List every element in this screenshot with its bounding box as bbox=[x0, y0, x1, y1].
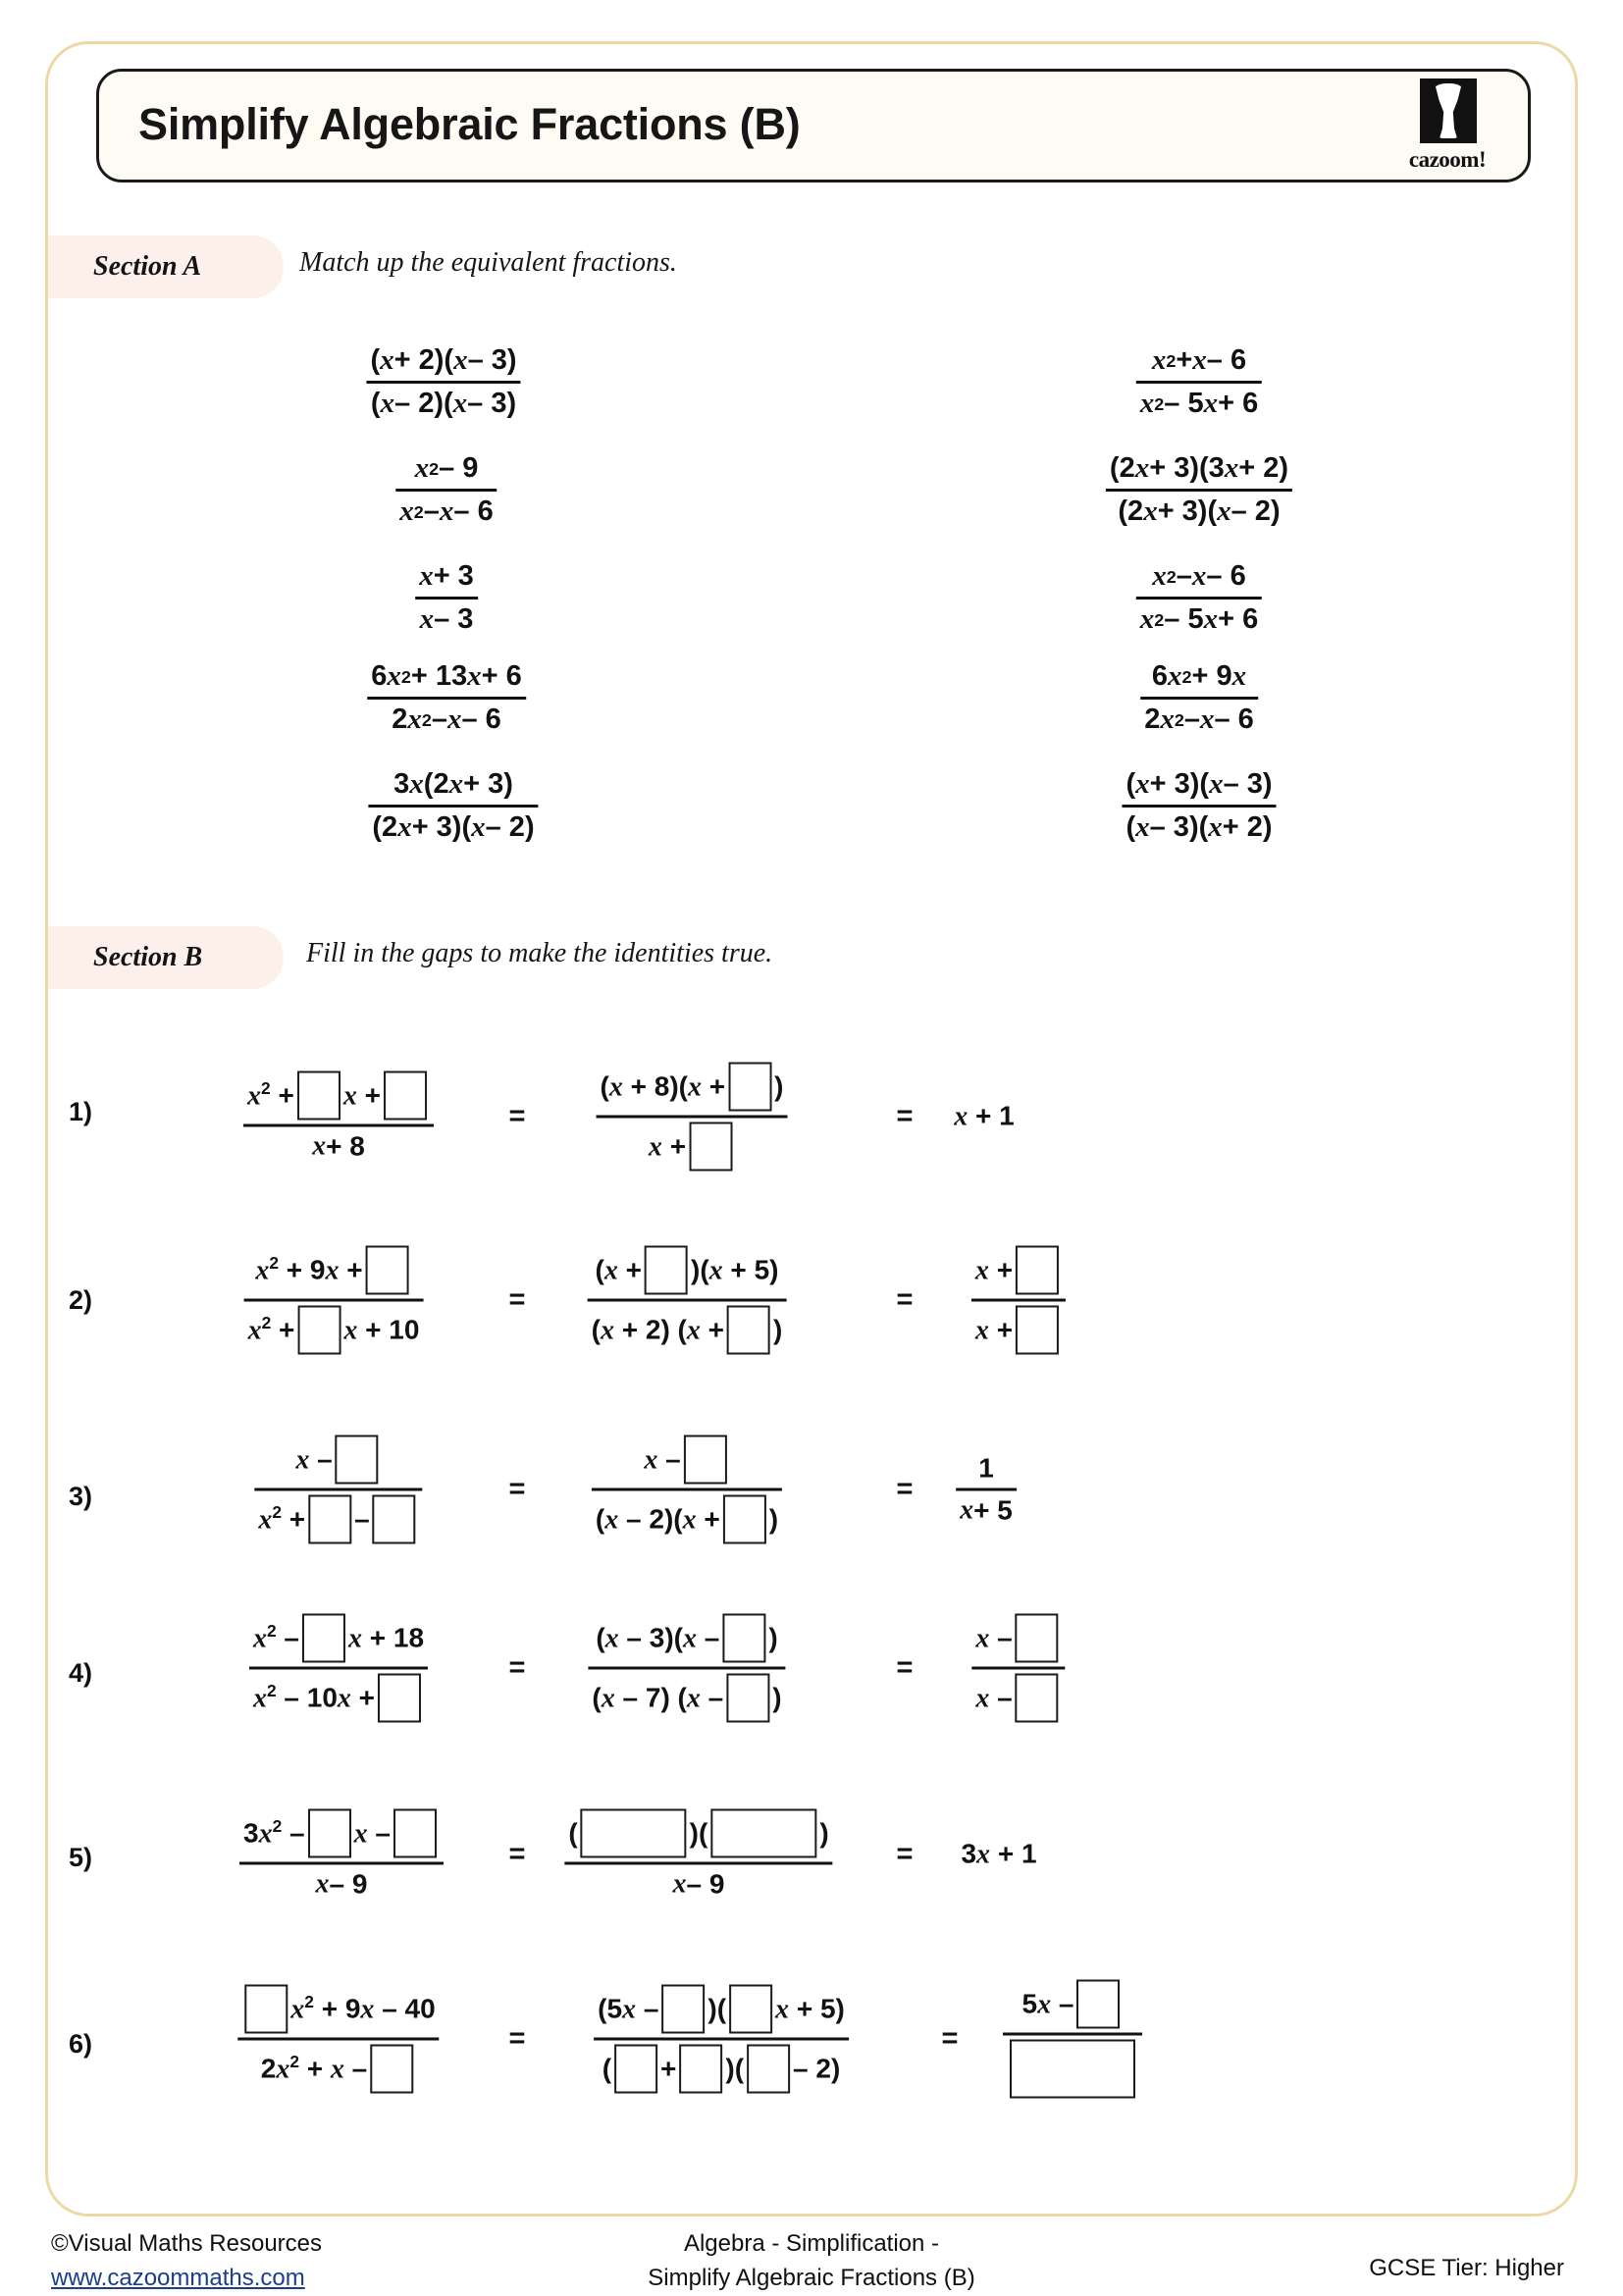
answer-box-q2-c[interactable] bbox=[645, 1246, 688, 1295]
q3-part2-numerator bbox=[640, 1435, 733, 1486]
q3-part2 bbox=[592, 1435, 782, 1545]
footer-copyright: ©Visual Maths Resources bbox=[51, 2230, 323, 2257]
q6-num-suffix: $x^2 + 9x - 40$ bbox=[290, 1991, 436, 2024]
answer-box-q5-a[interactable] bbox=[308, 1809, 351, 1858]
q2-equals-2: = bbox=[896, 1283, 914, 1316]
q3-den-mid: – bbox=[354, 1503, 370, 1535]
question-number-2: 2) bbox=[69, 1285, 93, 1315]
answer-box-q6-b[interactable] bbox=[370, 2045, 413, 2094]
q2-part1 bbox=[244, 1245, 424, 1356]
footer-left bbox=[51, 2227, 322, 2296]
q5-part2-denominator: x – 9 bbox=[672, 1868, 725, 1900]
q6-p2-den-open: ( bbox=[602, 2053, 612, 2084]
q5-num-mid: x – bbox=[353, 1817, 391, 1849]
logo-wordmark: cazoom! bbox=[1408, 147, 1487, 172]
q6-part3-denominator bbox=[1003, 2039, 1142, 2100]
q3-p2-den-suffix: ) bbox=[768, 1503, 779, 1535]
fraction-denominator: x 2 – 5 x + 6 bbox=[1139, 603, 1259, 635]
q4-equals-2: = bbox=[896, 1651, 914, 1684]
q5-part2-numerator bbox=[564, 1808, 832, 1859]
q4-part3 bbox=[971, 1613, 1065, 1724]
q1-part1-numerator bbox=[243, 1070, 434, 1122]
drum-glyph bbox=[1434, 83, 1463, 138]
q6-part1-numerator bbox=[237, 1984, 439, 2035]
fraction-bar bbox=[564, 1862, 832, 1865]
q5-p2-close-paren: ) bbox=[819, 1817, 829, 1849]
q5-part3: 3x + 1 bbox=[961, 1838, 1037, 1870]
fraction-numerator: x 2 – x – 6 bbox=[1152, 560, 1246, 592]
answer-box-q5-b[interactable] bbox=[393, 1809, 437, 1858]
footer-topic-line2: Simplify Algebraic Fractions (B) bbox=[648, 2264, 975, 2291]
answer-box-q3-e[interactable] bbox=[723, 1495, 766, 1544]
fraction-bar bbox=[1140, 697, 1258, 700]
fraction-bar bbox=[243, 1124, 434, 1127]
section-a-label: Section A bbox=[93, 251, 202, 282]
fraction-left-1 bbox=[366, 343, 520, 421]
q6-part2-denominator bbox=[599, 2044, 845, 2095]
fraction-bar bbox=[971, 1299, 1066, 1302]
q5-equals-2: = bbox=[896, 1838, 914, 1870]
fraction-denominator: x – 3 bbox=[419, 603, 474, 635]
fraction-bar bbox=[588, 1667, 785, 1670]
q3-equals-1: = bbox=[508, 1473, 526, 1505]
page-footer bbox=[0, 2227, 1623, 2296]
fraction-numerator: x 2 + x – 6 bbox=[1151, 344, 1247, 376]
answer-box-q1-a[interactable] bbox=[297, 1071, 340, 1121]
cazoom-drum-icon bbox=[1420, 78, 1477, 143]
answer-box-q3-b[interactable] bbox=[308, 1495, 351, 1544]
q6-p2-num-mid: )( bbox=[707, 1993, 727, 2024]
q4-p2-num-prefix: (x – 3)(x – bbox=[596, 1622, 720, 1653]
q6-p2-den-suffix: – 2) bbox=[793, 2053, 841, 2084]
fraction-bar bbox=[1106, 489, 1292, 492]
fraction-bar bbox=[254, 1488, 422, 1491]
q3-part1-denominator bbox=[254, 1494, 422, 1545]
q6-part2-numerator bbox=[594, 1984, 849, 2035]
section-b-badge bbox=[48, 926, 284, 989]
fraction-numerator: (2 x + 3)(3 x + 2) bbox=[1109, 452, 1289, 484]
q4-p3-num-prefix: x – bbox=[975, 1622, 1013, 1653]
q6-p2-num-suffix: x + 5) bbox=[775, 1993, 845, 2024]
fraction-bar bbox=[956, 1488, 1017, 1491]
q2-p3-den-prefix: x + bbox=[974, 1314, 1014, 1345]
q3-den-prefix: $x^2$ + bbox=[258, 1501, 306, 1535]
q6-equals-2: = bbox=[941, 2022, 959, 2055]
q4-part2-numerator bbox=[592, 1613, 781, 1664]
answer-box-q2-b[interactable] bbox=[297, 1306, 340, 1355]
fraction-bar bbox=[395, 489, 497, 492]
q1-p2-num-suffix: ) bbox=[774, 1070, 784, 1102]
q6-part3 bbox=[1003, 1979, 1142, 2100]
answer-box-q6-h[interactable] bbox=[1076, 1980, 1120, 2029]
answer-box-q6-f[interactable] bbox=[679, 2045, 722, 2094]
answer-box-q2-a[interactable] bbox=[366, 1246, 409, 1295]
fraction-bar bbox=[366, 381, 520, 384]
section-a-badge bbox=[48, 235, 284, 298]
answer-box-q2-e[interactable] bbox=[1016, 1246, 1059, 1295]
fraction-bar bbox=[1136, 597, 1262, 600]
q2-equals-1: = bbox=[508, 1283, 526, 1316]
page-title: Simplify Algebraic Fractions (B) bbox=[138, 98, 801, 149]
footer-website-link[interactable]: www.cazoommaths.com bbox=[51, 2264, 305, 2291]
q1-p2-num-prefix: (x + 8)(x + bbox=[600, 1070, 726, 1102]
answer-box-q5-d[interactable] bbox=[710, 1809, 816, 1858]
q4-p3-den-prefix: x – bbox=[975, 1682, 1013, 1713]
fraction-left-5 bbox=[368, 767, 538, 845]
q4-part2 bbox=[588, 1613, 785, 1724]
q2-part2-denominator bbox=[588, 1305, 787, 1356]
q2-part3-numerator bbox=[971, 1245, 1066, 1296]
footer-topic-line1: Algebra - Simplification - bbox=[683, 2230, 940, 2257]
section-b-label: Section B bbox=[93, 942, 203, 972]
fraction-numerator: 3 x (2 x + 3) bbox=[393, 768, 513, 800]
q3-part3-denominator: x + 5 bbox=[960, 1494, 1013, 1526]
question-number-5: 5) bbox=[69, 1843, 93, 1872]
q6-part3-numerator bbox=[1019, 1979, 1127, 2030]
footer-tier: GCSE Tier: Higher bbox=[1369, 2255, 1564, 2281]
question-number-6: 6) bbox=[69, 2029, 93, 2059]
q2-p2-den-prefix: (x + 2) (x + bbox=[591, 1314, 725, 1345]
q1-part2-denominator bbox=[645, 1122, 739, 1173]
q5-p2-open-paren: ( bbox=[568, 1817, 578, 1849]
fraction-right-2 bbox=[1106, 451, 1292, 529]
fraction-numerator: 6 x 2 + 9 x bbox=[1151, 660, 1247, 692]
fraction-denominator: x 2 – x – 6 bbox=[399, 496, 494, 527]
q2-p3-num-prefix: x + bbox=[974, 1254, 1014, 1285]
fraction-bar bbox=[971, 1667, 1065, 1670]
fraction-bar bbox=[594, 2038, 849, 2041]
q2-p2-num-suffix: )(x + 5) bbox=[691, 1254, 779, 1285]
fraction-numerator: x 2 – 9 bbox=[414, 452, 479, 484]
q3-p2-den-prefix: (x – 2)(x + bbox=[595, 1503, 720, 1535]
section-b-instruction: Fill in the gaps to make the identities true. bbox=[306, 938, 773, 968]
answer-box-q3-d[interactable] bbox=[684, 1435, 727, 1485]
fraction-left-2 bbox=[395, 451, 497, 529]
fraction-right-5 bbox=[1122, 767, 1276, 845]
q3-part1-numerator bbox=[291, 1435, 385, 1486]
q6-part2 bbox=[594, 1984, 849, 2095]
q3-part3-numerator: 1 bbox=[978, 1452, 994, 1484]
fraction-bar bbox=[588, 1299, 787, 1302]
q2-part3-denominator bbox=[971, 1305, 1066, 1356]
fraction-numerator: 6 x 2 + 13 x + 6 bbox=[371, 660, 522, 692]
q2-part1-denominator bbox=[244, 1305, 424, 1356]
answer-box-q6-g[interactable] bbox=[747, 2045, 790, 2094]
fraction-bar bbox=[597, 1116, 788, 1119]
q1-num-mid: x + bbox=[342, 1079, 381, 1111]
fraction-denominator: (2 x + 3)( x – 2) bbox=[1118, 496, 1281, 527]
fraction-bar bbox=[415, 597, 478, 600]
fraction-denominator: (2 x + 3)( x – 2) bbox=[372, 811, 535, 843]
q4-part1-numerator bbox=[249, 1613, 428, 1664]
q1-part2-numerator bbox=[597, 1062, 788, 1113]
answer-box-q6-d[interactable] bbox=[729, 1985, 772, 2034]
answer-box-q2-d[interactable] bbox=[727, 1306, 770, 1355]
q4-num-prefix: $x^2$ – bbox=[252, 1620, 299, 1653]
answer-box-q6-i[interactable] bbox=[1010, 2040, 1135, 2099]
q5-part1-numerator bbox=[239, 1808, 444, 1859]
q5-equals-1: = bbox=[508, 1838, 526, 1870]
q3-equals-2: = bbox=[896, 1473, 914, 1505]
answer-box-q6-c[interactable] bbox=[661, 1985, 705, 2034]
q4-part3-numerator bbox=[971, 1613, 1065, 1664]
answer-box-q5-c[interactable] bbox=[581, 1809, 687, 1858]
fraction-right-3 bbox=[1136, 559, 1262, 637]
q1-equals-2: = bbox=[896, 1100, 914, 1132]
q2-den-prefix: $x^2$ + bbox=[247, 1312, 295, 1345]
q5-part1-denominator: x – 9 bbox=[315, 1868, 368, 1900]
answer-box-q1-c[interactable] bbox=[728, 1063, 771, 1112]
q6-part1 bbox=[237, 1984, 439, 2095]
q6-p2-num-prefix: (5x – bbox=[598, 1993, 659, 2024]
answer-box-q4-e[interactable] bbox=[1016, 1614, 1059, 1663]
q2-p2-num-prefix: (x + bbox=[595, 1254, 642, 1285]
q4-part1-denominator bbox=[249, 1673, 428, 1724]
answer-box-q4-c[interactable] bbox=[722, 1614, 765, 1663]
answer-box-q4-a[interactable] bbox=[302, 1614, 345, 1663]
fraction-bar bbox=[249, 1667, 428, 1670]
fraction-bar bbox=[592, 1488, 782, 1491]
title-banner bbox=[96, 69, 1531, 183]
q3-p2-num-prefix: x – bbox=[644, 1443, 681, 1475]
fraction-left-4 bbox=[367, 659, 526, 737]
fraction-numerator: x + 3 bbox=[419, 560, 474, 592]
q4-num-suffix: x + 18 bbox=[347, 1622, 425, 1653]
answer-box-q6-e[interactable] bbox=[614, 2045, 657, 2094]
answer-box-q4-d[interactable] bbox=[726, 1674, 769, 1723]
q5-p2-mid-paren: )( bbox=[689, 1817, 708, 1849]
fraction-numerator: ( x + 3)( x – 3) bbox=[1126, 768, 1273, 800]
q5-num-prefix: $3x^2$ – bbox=[243, 1815, 305, 1849]
q3-part1 bbox=[254, 1435, 422, 1545]
fraction-bar bbox=[1003, 2033, 1142, 2036]
q4-p2-den-prefix: (x – 7) (x – bbox=[592, 1682, 724, 1713]
q5-part2 bbox=[564, 1808, 832, 1902]
fraction-bar bbox=[368, 805, 538, 808]
answer-box-q3-c[interactable] bbox=[373, 1495, 416, 1544]
fraction-bar bbox=[239, 1862, 444, 1865]
answer-box-q1-b[interactable] bbox=[384, 1071, 427, 1121]
answer-box-q4-b[interactable] bbox=[378, 1674, 421, 1723]
fraction-denominator: 2 x 2 – x – 6 bbox=[392, 704, 501, 735]
fraction-bar bbox=[367, 697, 526, 700]
cazoom-logo bbox=[1392, 78, 1502, 173]
q5-part1 bbox=[239, 1808, 444, 1902]
q4-part1 bbox=[249, 1613, 428, 1724]
fraction-bar bbox=[244, 1299, 424, 1302]
q2-p2-den-suffix: ) bbox=[773, 1314, 783, 1345]
fraction-right-1 bbox=[1136, 343, 1262, 421]
q4-p2-den-suffix: ) bbox=[772, 1682, 782, 1713]
answer-box-q1-d[interactable] bbox=[689, 1122, 732, 1172]
q2-part2 bbox=[588, 1245, 787, 1356]
question-number-4: 4) bbox=[69, 1658, 93, 1688]
q1-part1-denominator: x + 8 bbox=[312, 1130, 365, 1162]
answer-box-q4-f[interactable] bbox=[1016, 1674, 1059, 1723]
q1-part2 bbox=[597, 1062, 788, 1173]
q1-part3: x + 1 bbox=[954, 1100, 1015, 1132]
q2-part3 bbox=[971, 1245, 1066, 1356]
fraction-denominator: x 2 – 5 x + 6 bbox=[1139, 388, 1259, 419]
q6-p3-num-prefix: 5x – bbox=[1021, 1988, 1074, 2019]
q4-p2-num-suffix: ) bbox=[768, 1622, 778, 1653]
answer-box-q3-a[interactable] bbox=[336, 1435, 379, 1485]
q3-part2-denominator bbox=[592, 1494, 782, 1545]
fraction-bar bbox=[1122, 805, 1276, 808]
answer-box-q6-a[interactable] bbox=[244, 1985, 288, 2034]
q1-num-prefix: $x^2$ + bbox=[247, 1077, 294, 1111]
q6-p2-den-plus: + bbox=[660, 2053, 677, 2084]
footer-center bbox=[648, 2227, 974, 2296]
q4-equals-1: = bbox=[508, 1651, 526, 1684]
fraction-denominator: ( x – 3)( x + 2) bbox=[1126, 811, 1273, 843]
fraction-denominator: ( x – 2)( x – 3) bbox=[370, 388, 517, 419]
fraction-bar bbox=[1136, 381, 1262, 384]
q4-den-prefix: $x^2 - 10x$ + bbox=[252, 1680, 376, 1713]
fraction-right-4 bbox=[1140, 659, 1258, 737]
q2-part2-numerator bbox=[592, 1245, 783, 1296]
q6-den-prefix: $2x^2 + x$ – bbox=[260, 2051, 368, 2084]
q3-part3 bbox=[956, 1452, 1017, 1528]
question-number-1: 1) bbox=[69, 1097, 93, 1126]
q2-den-suffix: x + 10 bbox=[343, 1314, 420, 1345]
fraction-left-3 bbox=[415, 559, 478, 637]
question-number-3: 3) bbox=[69, 1482, 93, 1511]
fraction-bar bbox=[237, 2038, 439, 2041]
q6-equals-1: = bbox=[508, 2022, 526, 2055]
q1-p2-den-prefix: x + bbox=[648, 1130, 687, 1162]
q6-part1-denominator bbox=[257, 2044, 421, 2095]
answer-box-q2-f[interactable] bbox=[1016, 1306, 1059, 1355]
q6-p2-den-mid: )( bbox=[725, 2053, 745, 2084]
q4-part2-denominator bbox=[588, 1673, 785, 1724]
q2-part1-numerator bbox=[251, 1245, 415, 1296]
section-a-instruction: Match up the equivalent fractions. bbox=[299, 247, 677, 278]
q1-equals-1: = bbox=[508, 1100, 526, 1132]
q2-num-prefix: $x^2 + 9x$ + bbox=[255, 1252, 363, 1285]
q3-num-prefix: x – bbox=[295, 1443, 333, 1475]
q4-part3-denominator bbox=[971, 1673, 1065, 1724]
fraction-denominator: 2 x 2 – x – 6 bbox=[1144, 704, 1254, 735]
q1-part1 bbox=[243, 1070, 434, 1164]
fraction-numerator: ( x + 2)( x – 3) bbox=[370, 344, 517, 376]
